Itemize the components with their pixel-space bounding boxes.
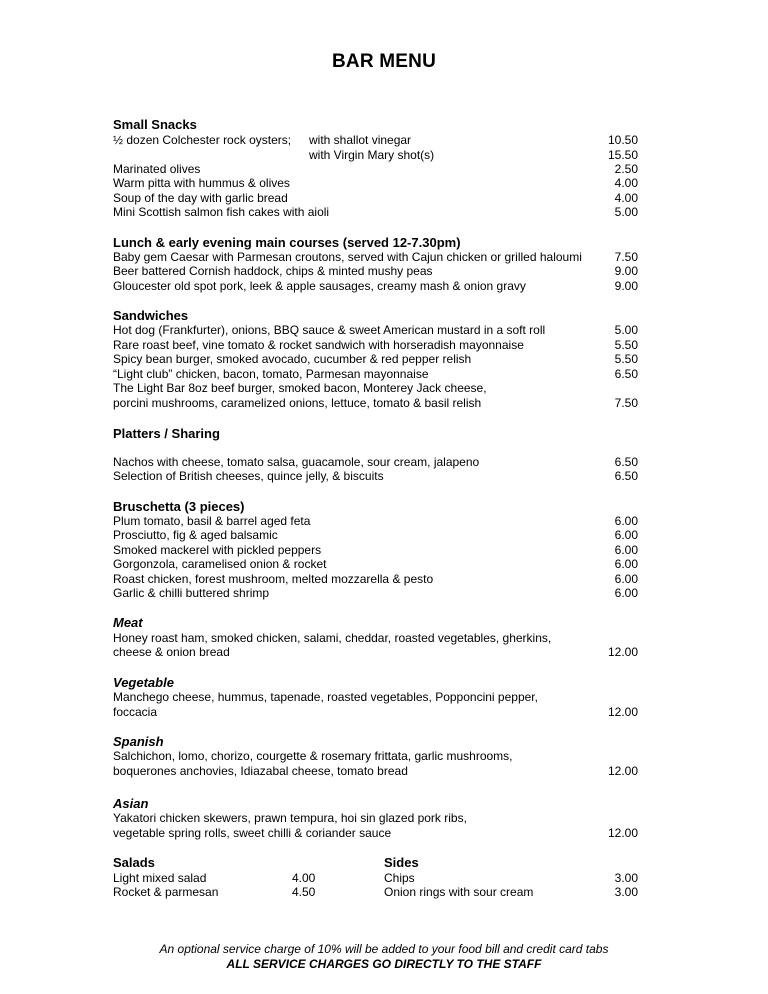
service-charge-note: An optional service charge of 10% will be added to your food bill and credit card tabs [159, 942, 609, 956]
item-name: cheese & onion bread [113, 645, 230, 659]
item-price: 5.00 [614, 205, 638, 219]
item-price: 4.00 [614, 176, 638, 190]
menu-item [113, 205, 638, 220]
salad-item-price: 4.50 [292, 885, 316, 899]
section-heading-lunch: Lunch & early evening main courses (served 12-7.30pm) [113, 235, 461, 250]
item-price: 6.00 [614, 572, 638, 586]
section-heading-bruschetta: Bruschetta (3 pieces) [113, 499, 245, 514]
item-name: Spicy bean burger, smoked avocado, cucumber & red pepper relish [113, 352, 472, 366]
item-price: 6.50 [614, 367, 638, 381]
item-name: Smoked mackerel with pickled peppers [113, 543, 322, 557]
salad-item-name: Light mixed salad [113, 871, 207, 885]
menu-item [113, 455, 638, 470]
menu-item [113, 749, 638, 764]
menu-item [113, 148, 638, 163]
item-price: 2.50 [614, 162, 638, 176]
menu-item [113, 264, 638, 279]
item-price: 5.50 [614, 338, 638, 352]
item-price: 12.00 [607, 705, 638, 719]
item-name: Beer battered Cornish haddock, chips & minted mushy peas [113, 264, 433, 278]
menu-item [113, 191, 638, 206]
item-name: Roast chicken, forest mushroom, melted mozzarella & pesto [113, 572, 434, 586]
menu-item [113, 764, 638, 779]
menu-item [113, 279, 638, 294]
item-name: Plum tomato, basil & barrel aged feta [113, 514, 311, 528]
side-item-price: 3.00 [614, 871, 638, 885]
service-charge-staff-note: ALL SERVICE CHARGES GO DIRECTLY TO THE STAFF [226, 957, 542, 971]
item-price: 12.00 [607, 764, 638, 778]
menu-item [113, 528, 638, 543]
item-name: Warm pitta with hummus & olives [113, 176, 290, 190]
menu-item [113, 631, 638, 646]
item-name: Rare roast beef, vine tomato & rocket sandwich with horseradish mayonnaise [113, 338, 524, 352]
menu-item [113, 396, 638, 411]
item-name: Mini Scottish salmon fish cakes with aioli [113, 205, 330, 219]
menu-item [113, 705, 638, 720]
item-name: Yakatori chicken skewers, prawn tempura, hoi sin glazed pork ribs, [113, 811, 467, 825]
section-heading-vegetable: Vegetable [113, 675, 174, 690]
item-price: 10.50 [607, 133, 638, 147]
menu-item [113, 367, 638, 382]
item-price: 5.00 [614, 323, 638, 337]
menu-item [113, 543, 638, 558]
menu-item [113, 469, 638, 484]
item-price: 5.50 [614, 352, 638, 366]
item-price: 12.00 [607, 826, 638, 840]
item-name: porcini mushrooms, caramelized onions, lettuce, tomato & basil relish [113, 396, 482, 410]
item-name: Baby gem Caesar with Parmesan croutons, served with Cajun chicken or grilled haloumi [113, 250, 582, 264]
item-name: Gloucester old spot pork, leek & apple sausages, creamy mash & onion gravy [113, 279, 526, 293]
item-name: Gorgonzola, caramelised onion & rocket [113, 557, 327, 571]
item-price: 6.00 [614, 586, 638, 600]
item-name: Salchichon, lomo, chorizo, courgette & rosemary frittata, garlic mushrooms, [113, 749, 513, 763]
item-price: 6.50 [614, 455, 638, 469]
item-name: ½ dozen Colchester rock oysters; [113, 133, 292, 147]
item-name: Prosciutto, fig & aged balsamic [113, 528, 278, 542]
item-option: with Virgin Mary shot(s) [309, 148, 435, 162]
section-heading-salads: Salads [113, 855, 155, 870]
menu-item [113, 352, 638, 367]
section-heading-spanish: Spanish [113, 734, 164, 749]
side-item-price: 3.00 [614, 885, 638, 899]
menu-item [113, 690, 638, 705]
page-title: BAR MENU [332, 51, 436, 72]
side-item-name: Chips [384, 871, 415, 885]
item-price: 7.50 [614, 250, 638, 264]
item-name: Garlic & chilli buttered shrimp [113, 586, 270, 600]
item-price: 6.00 [614, 514, 638, 528]
menu-item [113, 572, 638, 587]
item-name: “Light club” chicken, bacon, tomato, Parmesan mayonnaise [113, 367, 429, 381]
item-name: vegetable spring rolls, sweet chilli & coriander sauce [113, 826, 392, 840]
menu-item [113, 381, 638, 396]
item-name: Honey roast ham, smoked chicken, salami, cheddar, roasted vegetables, gherkins, [113, 631, 552, 645]
item-price: 15.50 [607, 148, 638, 162]
item-price: 9.00 [614, 279, 638, 293]
section-heading-sides: Sides [384, 855, 419, 870]
salad-item-price: 4.00 [292, 871, 316, 885]
item-price: 6.00 [614, 528, 638, 542]
item-price: 7.50 [614, 396, 638, 410]
item-name: boquerones anchovies, Idiazabal cheese, tomato bread [113, 764, 408, 778]
section-heading-small-snacks: Small Snacks [113, 117, 197, 132]
menu-item [113, 645, 638, 660]
section-heading-sandwiches: Sandwiches [113, 308, 189, 323]
menu-item [113, 250, 638, 265]
menu-item [113, 176, 638, 191]
section-heading-platters: Platters / Sharing [113, 426, 220, 441]
item-price: 12.00 [607, 645, 638, 659]
item-name: Nachos with cheese, tomato salsa, guacamole, sour cream, jalapeno [113, 455, 480, 469]
menu-item [113, 557, 638, 572]
side-item-name: Onion rings with sour cream [384, 885, 534, 899]
menu-item [113, 811, 638, 826]
item-name: Soup of the day with garlic bread [113, 191, 288, 205]
menu-item [113, 162, 638, 177]
section-heading-asian: Asian [113, 796, 149, 811]
menu-item [113, 338, 638, 353]
menu-item [113, 826, 638, 841]
menu-item [113, 323, 638, 338]
item-name: Marinated olives [113, 162, 201, 176]
item-name: Hot dog (Frankfurter), onions, BBQ sauce & sweet American mustard in a soft roll [113, 323, 546, 337]
item-price: 6.00 [614, 543, 638, 557]
item-name: Selection of British cheeses, quince jelly, & biscuits [113, 469, 384, 483]
salad-item-name: Rocket & parmesan [113, 885, 219, 899]
item-name: Manchego cheese, hummus, tapenade, roasted vegetables, Popponcini pepper, [113, 690, 538, 704]
item-price: 6.50 [614, 469, 638, 483]
menu-item [113, 586, 638, 601]
item-option: with shallot vinegar [309, 133, 412, 147]
item-price: 6.00 [614, 557, 638, 571]
section-heading-meat: Meat [113, 615, 143, 630]
menu-item [113, 514, 638, 529]
item-name: foccacia [113, 705, 158, 719]
item-price: 4.00 [614, 191, 638, 205]
menu-item [113, 133, 638, 148]
item-name: The Light Bar 8oz beef burger, smoked bacon, Monterey Jack cheese, [113, 381, 487, 395]
item-price: 9.00 [614, 264, 638, 278]
